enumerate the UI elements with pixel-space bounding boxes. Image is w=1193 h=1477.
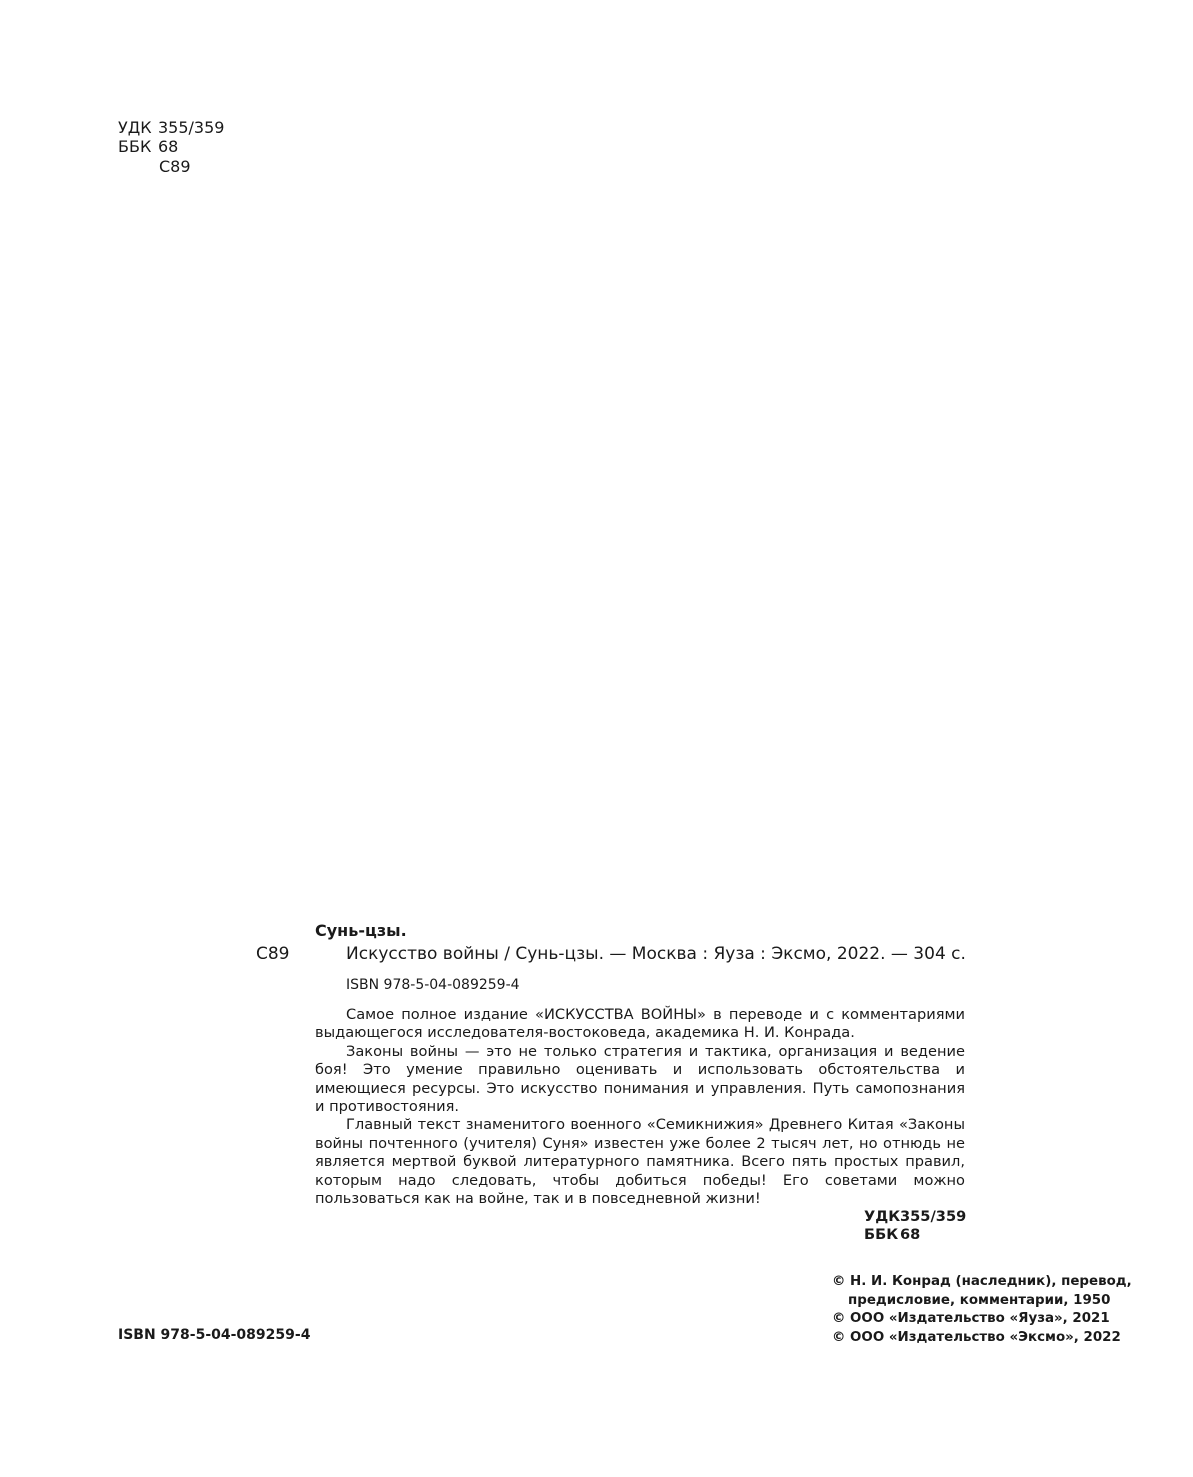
bbk-right-label: ББК: [864, 1226, 899, 1243]
isbn-record: ISBN 978-5-04-089259-4: [346, 977, 520, 993]
annotation: [315, 1006, 965, 1208]
isbn-bottom: ISBN 978-5-04-089259-4: [118, 1327, 311, 1343]
udk-right-label: УДК: [864, 1208, 901, 1225]
udk-right-value: 355/359: [900, 1208, 967, 1225]
copyright-line: © Н. И. Конрад (наследник), перевод,: [832, 1274, 1132, 1289]
author-heading: Сунь-цзы.: [315, 921, 407, 940]
author-code-top: [159, 157, 191, 177]
author-code-side: С89: [256, 944, 290, 964]
bbk-top-label: ББК: [118, 137, 152, 156]
annotation-paragraph: Законы войны — это не только стратегия и тактика, организация и ведение боя! Это умение правильно оценивать и использовать обстоятельства и имеющиеся ресурсы. Это искусство понимания и управления. Путь самопознания и противостояния.: [315, 1042, 965, 1116]
copyright-line: © ООО «Издательство «Эксмо», 2022: [832, 1329, 1121, 1345]
annotation-paragraph: Самое полное издание «ИСКУССТВА ВОЙНЫ» в переводе и с комментариями выдающегося исследователя-востоковеда, академика Н. И. Конрада.: [315, 1006, 965, 1042]
udk-top-value: 355/359: [158, 118, 225, 137]
copyright-line: © ООО «Издательство «Яуза», 2021: [832, 1311, 1110, 1326]
udk-top-row: [118, 118, 224, 138]
udk-top-label: УДК: [118, 118, 152, 137]
annotation-paragraph: Главный текст знаменитого военного «Семикнижия» Древнего Китая «Законы войны почтенного (учителя) Суня» известен уже более 2 тысяч лет, но отнюдь не является мертвой буквой литературного памятника. Всего пять простых правил, которым надо следовать, чтобы добиться победы! Его советами можно пользоваться как на войне, так и в повседневной жизни!: [315, 1116, 965, 1208]
udk-right-row: [864, 1207, 966, 1226]
title-record: Искусство войны / Сунь-цзы. — Москва : Яуза : Эксмо, 2022. — 304 с.: [346, 944, 966, 964]
copyright-line: предисловие, комментарии, 1950: [848, 1292, 1111, 1308]
bbk-right-value: 68: [900, 1226, 921, 1243]
bbk-top-value: 68: [158, 137, 179, 156]
bbk-right-row: [864, 1225, 920, 1244]
copyright-block: [832, 1273, 1132, 1347]
bbk-top-row: [118, 137, 178, 157]
author-code-top-value: С89: [159, 157, 191, 176]
